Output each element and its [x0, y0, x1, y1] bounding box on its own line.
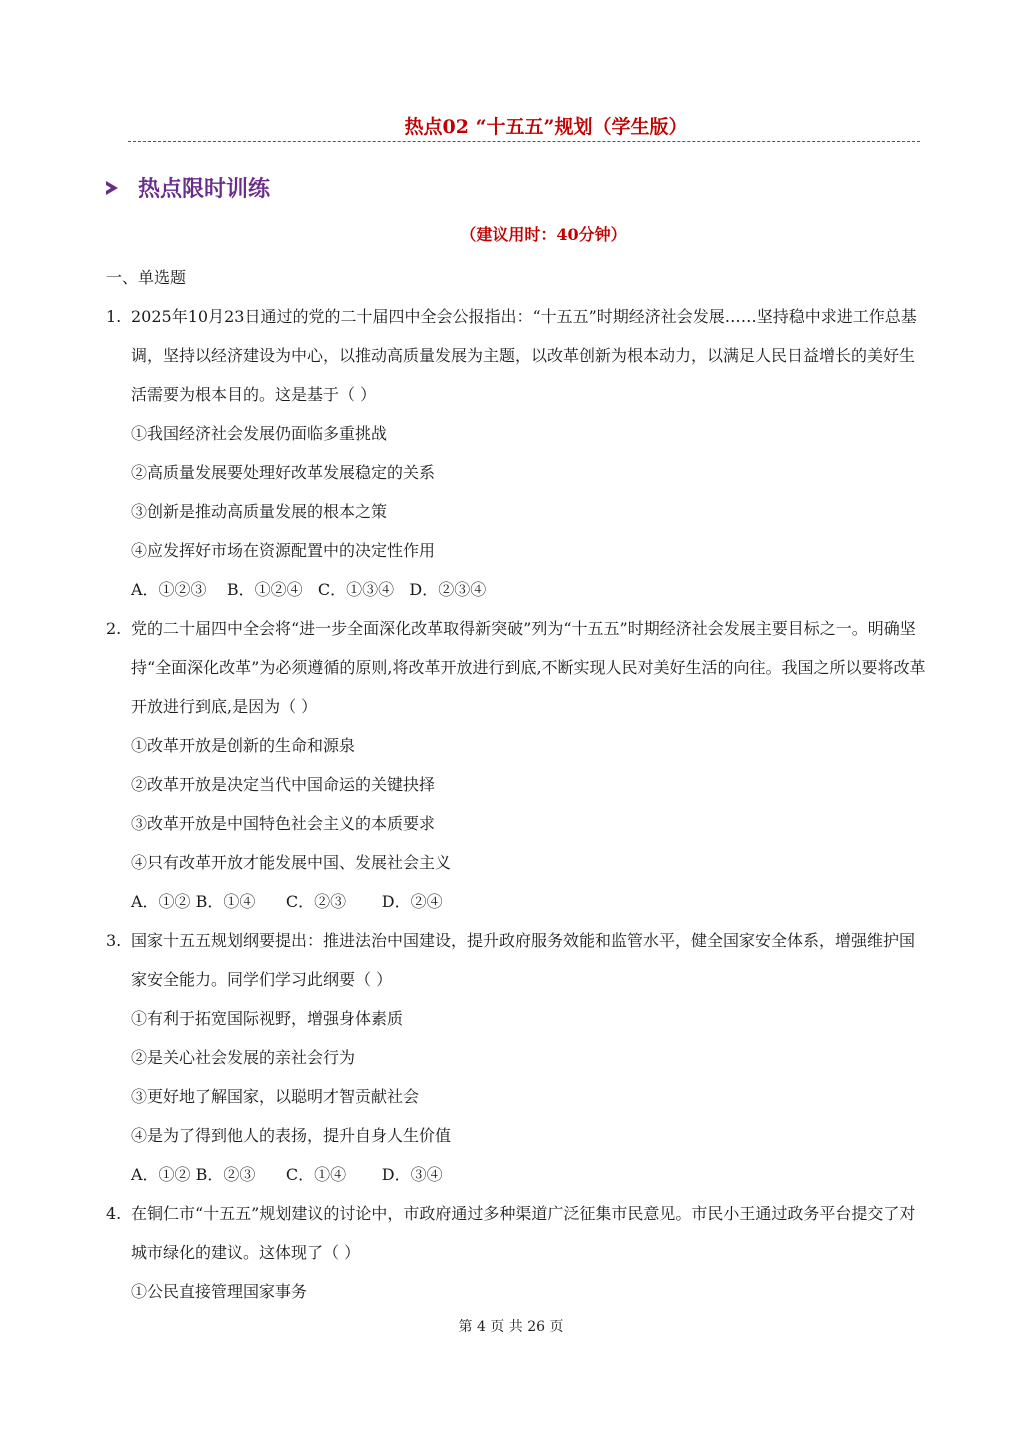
question-text: 国家十五五规划纲要提出：推进法治中国建设，提升政府服务效能和监管水平，健全国家安全体系，增强维护国家安全能力。同学们学习此纲要（ ） [131, 931, 916, 989]
statement-option: ①改革开放是创新的生命和源泉 [131, 736, 356, 755]
question-stem [106, 297, 926, 414]
question-1 [106, 297, 926, 609]
question-2 [106, 609, 926, 921]
answer-choices: A．①②③ B．①②④ C．①③④ D．②③④ [131, 580, 487, 599]
question-number: 3. [106, 931, 122, 950]
statement-option: ③创新是推动高质量发展的根本之策 [131, 502, 388, 521]
question-list [106, 258, 926, 1311]
statement-option: ②高质量发展要处理好改革发展稳定的关系 [131, 463, 436, 482]
question-stem [106, 1194, 926, 1272]
page-title: 热点02 “十五五”规划（学生版） [404, 116, 688, 138]
statement-option: ③更好地了解国家，以聪明才智贡献社会 [131, 1087, 420, 1106]
suggested-time: （建议用时：40分钟） [460, 225, 627, 244]
statement-option: ②改革开放是决定当代中国命运的关键抉择 [131, 775, 436, 794]
statement-option: ②是关心社会发展的亲社会行为 [131, 1048, 356, 1067]
statement-option: ③改革开放是中国特色社会主义的本质要求 [131, 814, 436, 833]
question-text: 党的二十届四中全会将“进一步全面深化改革取得新突破”列为“十五五”时期经济社会发展主要目标之一。明确坚持“全面深化改革”为必须遵循的原则,将改革开放进行到底,不断实现人民对美好生活的向往。我国之所以要将改革开放进行到底,是因为（ ） [131, 619, 926, 716]
section-heading-text: 热点限时训练 [138, 177, 271, 202]
answer-choices: A．①② B．①④ C．②③ D．②④ [131, 892, 443, 911]
page-footer: 第 4 页 共 26 页 [458, 1319, 564, 1335]
statement-option: ④是为了得到他人的表扬，提升自身人生价值 [131, 1126, 452, 1145]
question-4 [106, 1194, 926, 1311]
section-heading [106, 172, 270, 203]
arrow-bullet-icon [106, 181, 118, 195]
part-label: 一、单选题 [106, 268, 187, 287]
statement-option: ④只有改革开放才能发展中国、发展社会主义 [131, 853, 452, 872]
question-3 [106, 921, 926, 1194]
title-divider [128, 141, 920, 142]
question-text: 2025年10月23日通过的党的二十届四中全会公报指出：“十五五”时期经济社会发展……坚持稳中求进工作总基调，坚持以经济建设为中心，以推动高质量发展为主题，以改革创新为根本动力，以满足人民日益增长的美好生活需要为根本目的。这是基于（ ） [131, 307, 917, 404]
statement-option: ④应发挥好市场在资源配置中的决定性作用 [131, 541, 436, 560]
question-number: 2. [106, 619, 122, 638]
question-stem [106, 609, 926, 726]
question-number: 4. [106, 1204, 122, 1223]
answer-choices: A．①② B．②③ C．①④ D．③④ [131, 1165, 443, 1184]
statement-option: ①我国经济社会发展仍面临多重挑战 [131, 424, 388, 443]
statement-option: ①公民直接管理国家事务 [131, 1282, 308, 1301]
question-number: 1. [106, 307, 122, 326]
statement-option: ①有利于拓宽国际视野，增强身体素质 [131, 1009, 404, 1028]
question-text: 在铜仁市“十五五”规划建议的讨论中，市政府通过多种渠道广泛征集市民意见。市民小王通过政务平台提交了对城市绿化的建议。这体现了（ ） [131, 1204, 916, 1262]
question-stem [106, 921, 926, 999]
